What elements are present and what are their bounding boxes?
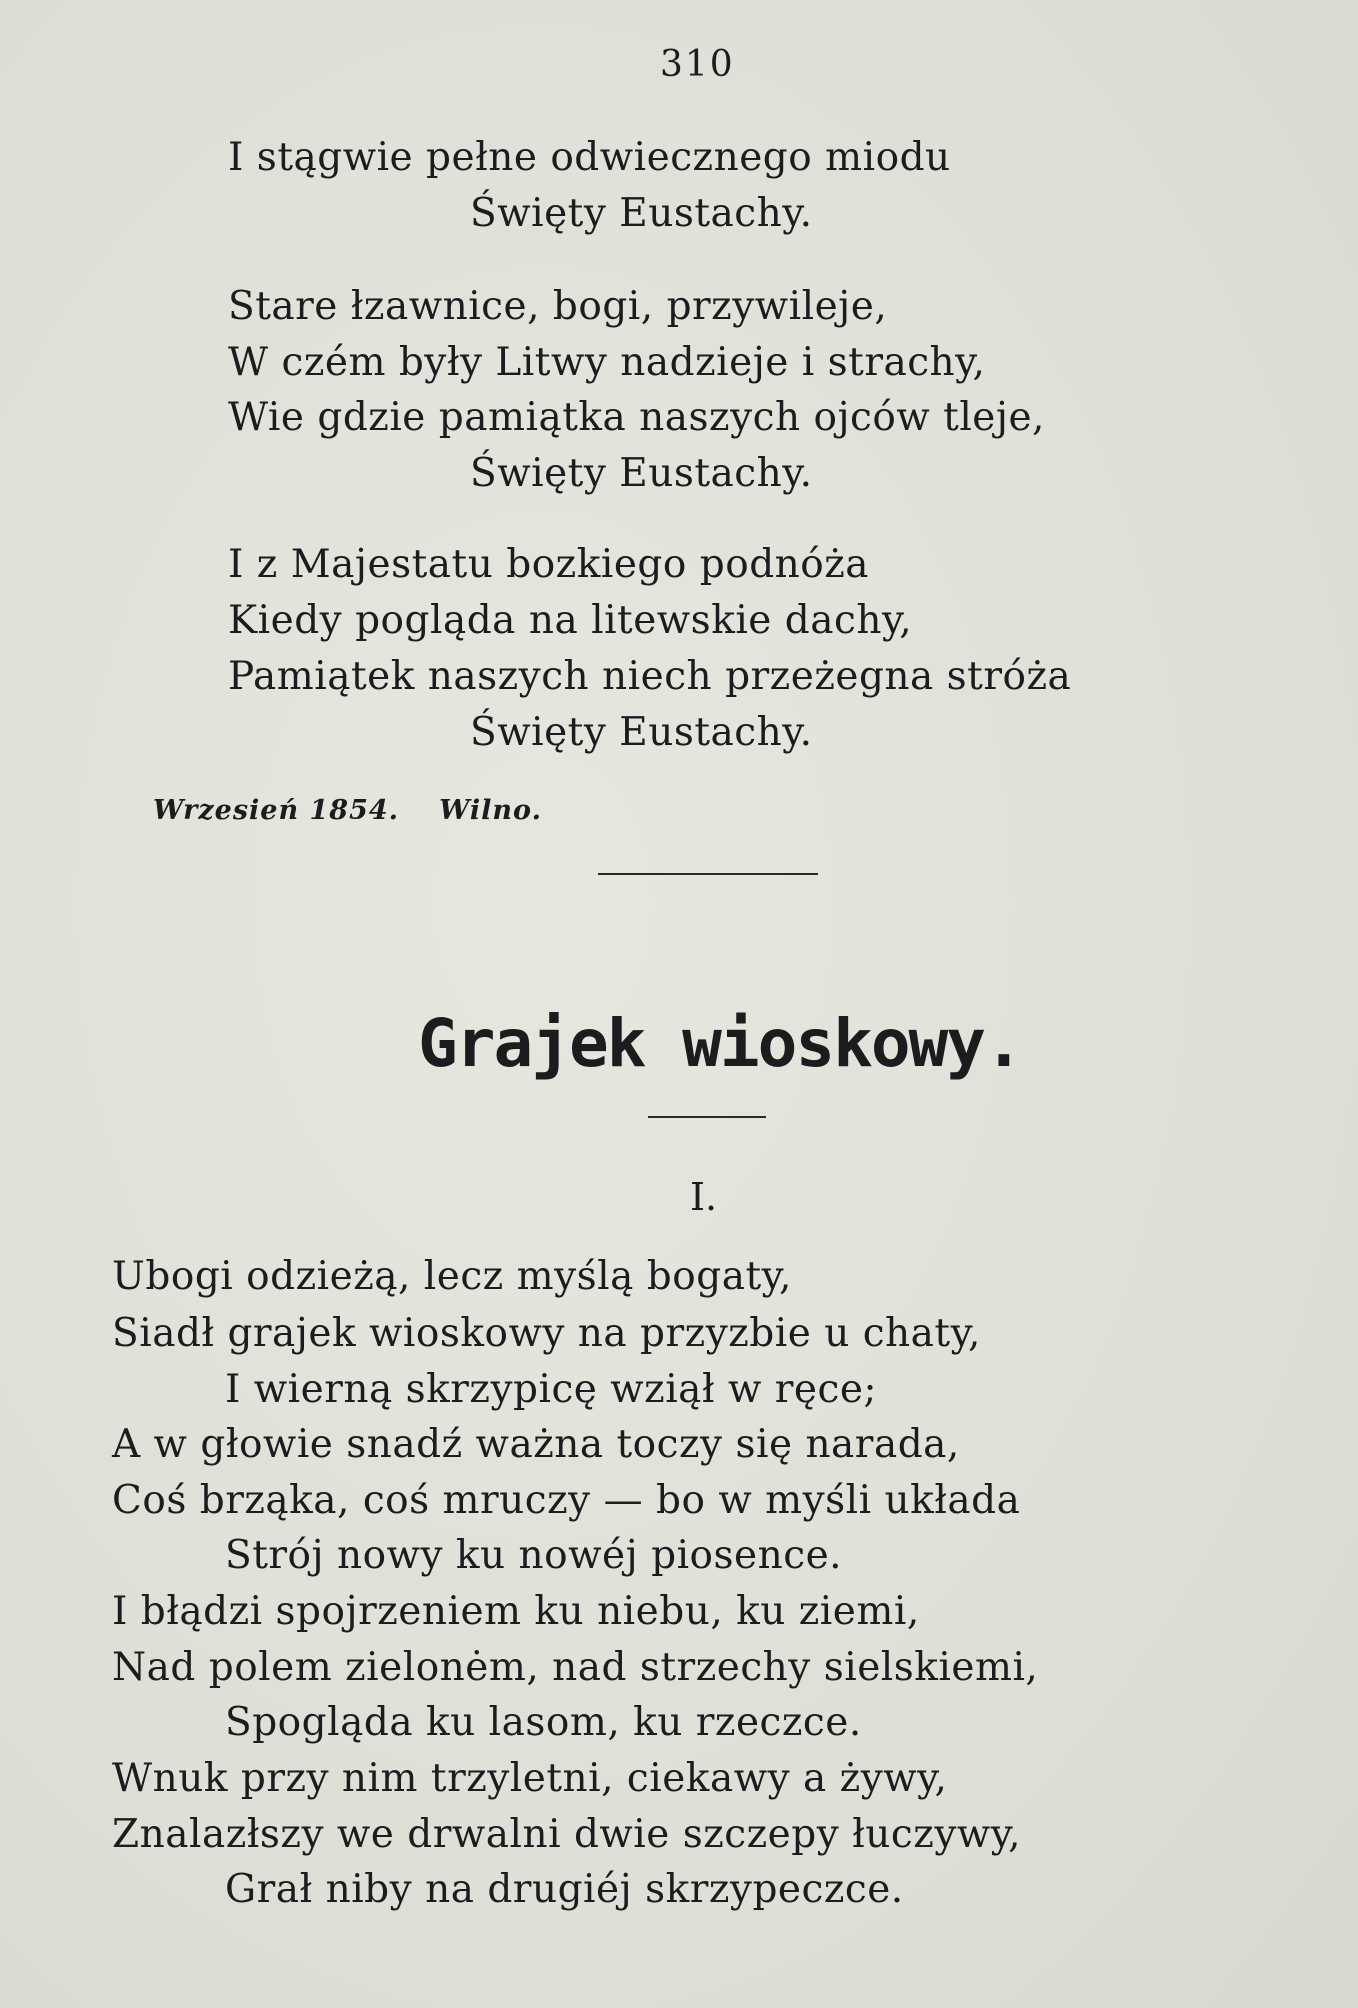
- refrain-line: Święty Eustachy.: [470, 191, 813, 236]
- verse-line: Strój nowy ku nowéj piosence.: [225, 1533, 843, 1578]
- verse-line: Coś brząka, coś mruczy — bo w myśli układa: [112, 1478, 1021, 1523]
- verse-line: I wierną skrzypicę wziął w ręce;: [225, 1367, 878, 1412]
- poem-date: Wrzesień 1854.: [153, 795, 400, 826]
- verse-line: I z Majestatu bozkiego podnóża: [228, 542, 870, 587]
- verse-line: Wie gdzie pamiątka naszych ojców tleje,: [228, 395, 1045, 440]
- verse-line: Ubogi odzieżą, lecz myślą bogaty,: [112, 1254, 792, 1299]
- verse-line: I błądzi spojrzeniem ku niebu, ku ziemi,: [112, 1589, 920, 1634]
- poem-dateline: [153, 795, 542, 826]
- verse-line: Wnuk przy nim trzyletni, ciekawy a żywy,: [112, 1756, 948, 1801]
- verse-line: Znalazłszy we drwalni dwie szczepy łuczywy,: [112, 1812, 1021, 1857]
- poem-place: Wilno.: [439, 795, 542, 826]
- verse-line: A w głowie snadź ważna toczy się narada,: [112, 1422, 960, 1467]
- verse-line: Grał niby na drugiéj skrzypeczce.: [225, 1867, 904, 1912]
- verse-line: Nad polem zielonėm, nad strzechy sielskiemi,: [112, 1645, 1039, 1690]
- verse-line: Spogląda ku lasom, ku rzeczce.: [225, 1700, 862, 1745]
- poem-title: Grajek wioskowy.: [418, 1005, 1022, 1082]
- page-number: 310: [660, 44, 735, 85]
- section-divider: [598, 873, 818, 875]
- verse-line: Siadł grajek wioskowy na przyzbie u chaty,: [112, 1311, 981, 1356]
- refrain-line: Święty Eustachy.: [470, 710, 813, 755]
- verse-line: I stągwie pełne odwiecznego miodu: [228, 135, 951, 180]
- verse-line: Pamiątek naszych niech przeżegna stróża: [228, 654, 1072, 699]
- verse-line: Kiedy pogląda na litewskie dachy,: [228, 598, 913, 643]
- verse-line: Stare łzawnice, bogi, przywileje,: [228, 284, 888, 329]
- title-underline: [648, 1116, 766, 1118]
- section-number: I.: [690, 1175, 718, 1219]
- refrain-line: Święty Eustachy.: [470, 451, 813, 496]
- verse-line: W czém były Litwy nadzieje i strachy,: [228, 340, 986, 385]
